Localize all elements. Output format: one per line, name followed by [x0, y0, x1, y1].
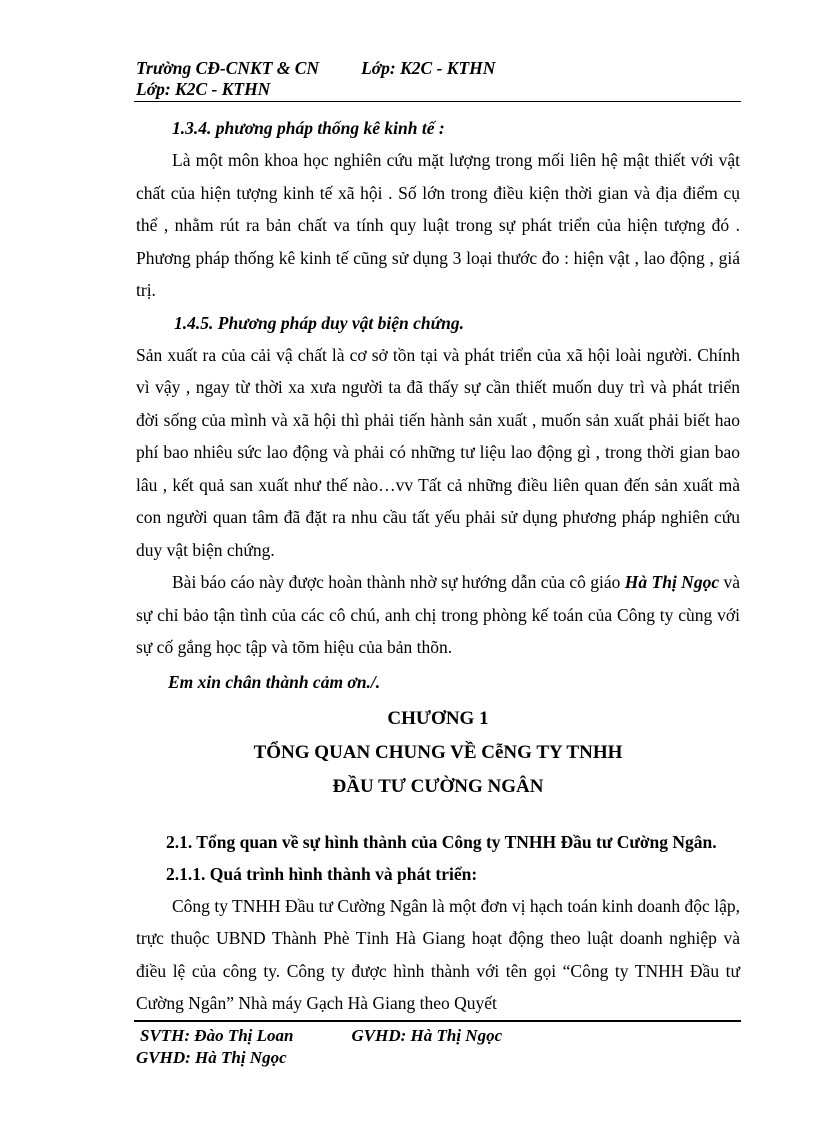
chapter-title-line-2: ĐẦU TƯ CƯỜNG NGÂN	[332, 775, 544, 797]
footer-advisor-inline: GVHD: Hà Thị Ngọc	[351, 1026, 503, 1045]
heading-1-4-5: 1.4.5. Phương pháp duy vật biện chứng.	[174, 312, 464, 333]
chapter-number: CHƯƠNG 1	[387, 707, 489, 729]
paragraph-company-formation: Công ty TNHH Đầu tư Cường Ngân là một đơn vị hạch toán kinh doanh độc lập, trực thuộc UBND Thành Phè Tỉnh Hà Giang hoạt động theo luật doanh nghiệp và điều lệ của công ty. Công ty được hình thành với tên gọi “Công ty TNHH Đầu tư Cường Ngân” Nhà máy Gạch Hà Giang theo Quyết	[136, 895, 740, 1013]
ack-teacher-name: Hà Thị Ngọc	[624, 572, 720, 592]
ack-text-after: và sự chỉ bảo tận tình của các cô chú, anh chị trong phòng kế toán của Công ty cùng với sự cố gắng học tập và tõm hiệu của bản thõn.	[136, 572, 740, 657]
chapter-title-line-1: TỔNG QUAN CHUNG VỀ CễNG TY TNHH	[253, 741, 623, 763]
ack-text-before: Bài báo cáo này được hoàn thành nhờ sự hướng dẫn của cô giáo	[172, 572, 625, 592]
footer-student: SVTH: Đào Thị Loan	[140, 1026, 294, 1045]
header-school: Trường CĐ-CNKT & CN	[136, 58, 320, 78]
heading-1-3-4: 1.3.4. phương pháp thống kê kinh tế :	[172, 118, 445, 138]
paragraph-statistics-method: Là một môn khoa học nghiên cứu mặt lượng trong mối liên hệ mật thiết với vật chất của hiện tượng kinh tế xã hội . Số lớn trong điều kiện thời gian và địa điểm cụ thể , nhằm rút ra bản chất va tính quy luật trong sự phát triển của hiện tượng đó . Phương pháp thống kê kinh tế cũng sử dụng 3 loại thước đo : hiện vật , lao động , giá trị.	[136, 150, 740, 300]
footer-row-1	[140, 1025, 740, 1047]
heading-2-1-1: 2.1.1. Quá trình hình thành và phát triển:	[166, 863, 478, 884]
header-class-line2: Lớp: K2C - KTHN	[136, 79, 271, 99]
header-row-2	[136, 79, 740, 100]
footer-advisor-line2: GVHD: Hà Thị Ngọc	[136, 1048, 287, 1067]
paragraph-acknowledgement	[136, 566, 740, 664]
page-header	[136, 58, 740, 100]
header-row-1	[136, 58, 740, 79]
thanks-line: Em xin chân thành cảm ơn./.	[168, 671, 381, 692]
document-body	[136, 112, 740, 1020]
paragraph-dialectical-method: Sản xuất ra của cải vậ chất là cơ sở tồn tại và phát triển của xã hội loài người. Chính vì vậy , ngay từ thời xa xưa người ta đã thấy sự cần thiết muốn duy trì và phát triển đời sống của mình và xã hội thì phải tiến hành sản xuất , muốn sản xuất phải biết hao phí bao nhiêu sức lao động và phải có những tư liệu lao động gì , trong thời gian bao lâu , kết quả san xuất như thế nào…vv Tất cả những điều liên quan đến sản xuất mà con người quan tâm đã đặt ra nhu cầu tất yếu phải sử dụng phương pháp nghiên cứu duy vật biện chứng.	[136, 344, 740, 560]
footer-rule	[134, 1020, 741, 1022]
header-class-inline: Lớp: K2C - KTHN	[361, 58, 496, 78]
header-rule	[134, 101, 741, 102]
footer-row-2	[136, 1047, 740, 1069]
page-footer	[136, 1025, 740, 1069]
heading-2-1: 2.1. Tổng quan về sự hình thành của Công ty TNHH Đầu tư Cường Ngân.	[166, 831, 717, 852]
